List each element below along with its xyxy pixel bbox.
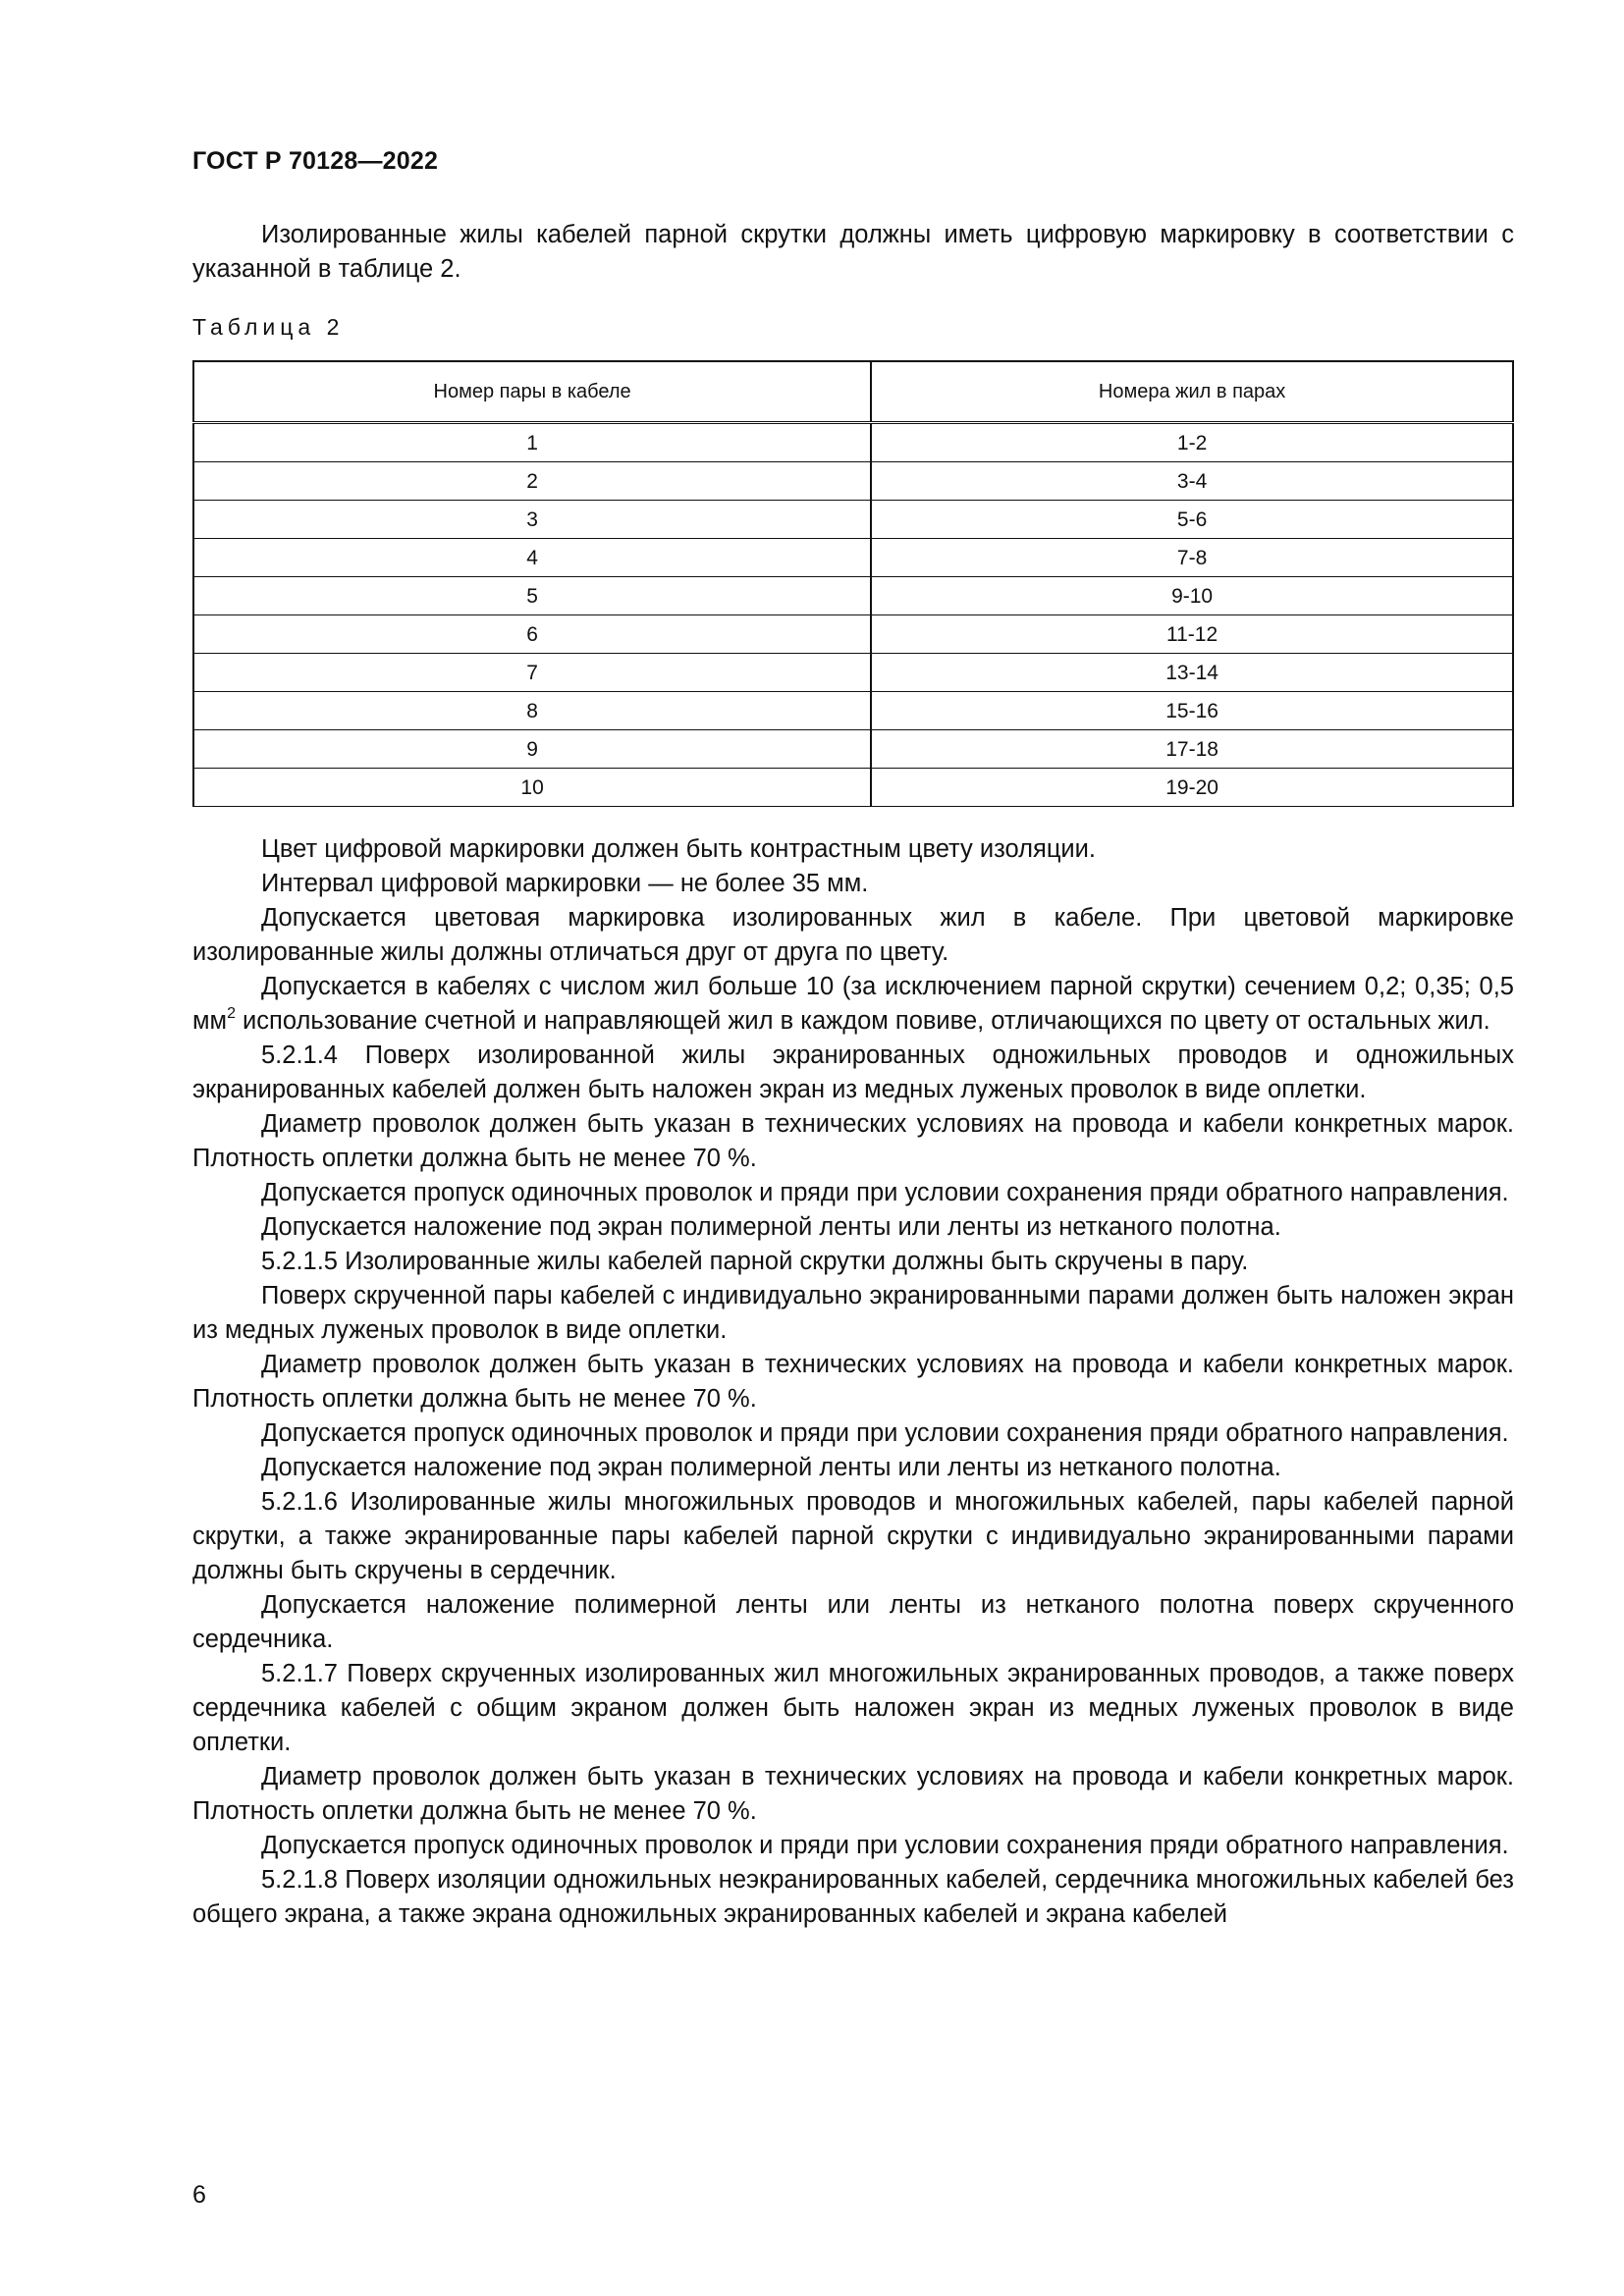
paragraph: 5.2.1.6 Изолированные жилы многожильных проводов и многожильных кабелей, пары кабелей парной скрутки, а также экранированные пары кабелей парной скрутки с индивидуально экранированными парами должны быть скручены в сердечник. <box>192 1488 1514 1584</box>
core-numbers-cell: 3-4 <box>871 462 1513 501</box>
core-numbers-cell: 5-6 <box>871 501 1513 539</box>
paragraph: 5.2.1.8 Поверх изоляции одножильных неэкранированных кабелей, сердечника многожильных кабелей без общего экрана, а также экрана одножильных экранированных кабелей и экрана кабелей <box>192 1866 1514 1928</box>
paragraph: Цвет цифровой маркировки должен быть контрастным цвету изоляции. <box>261 835 1096 863</box>
table-row <box>193 577 1513 615</box>
table-row <box>193 769 1513 807</box>
paragraph: 5.2.1.4 Поверх изолированной жилы экранированных одножильных проводов и одножильных экранированных кабелей должен быть наложен экран из медных луженых проволок в виде оплетки. <box>192 1041 1514 1103</box>
paragraph-text: использование счетной и направляющей жил в каждом повиве, отличающихся по цвету от остальных жил. <box>235 1007 1490 1035</box>
table-row <box>193 462 1513 501</box>
table-header-row <box>193 361 1513 423</box>
document-header: ГОСТ Р 70128—2022 <box>192 147 439 175</box>
paragraph: Интервал цифровой маркировки — не более 35 мм. <box>261 870 869 897</box>
pair-number-cell: 6 <box>193 615 871 654</box>
column-header-pair-number: Номер пары в кабеле <box>193 361 871 423</box>
core-numbers-cell: 1-2 <box>871 423 1513 462</box>
paragraph: Диаметр проволок должен быть указан в технических условиях на провода и кабели конкретных марок. Плотность оплетки должна быть не менее 70 %. <box>192 1351 1514 1413</box>
pair-number-cell: 5 <box>193 577 871 615</box>
paragraph: 5.2.1.7 Поверх скрученных изолированных жил многожильных экранированных проводов, а также поверх сердечника кабелей с общим экраном должен быть наложен экран из медных луженых проволок в виде оплетки. <box>192 1660 1514 1756</box>
core-numbers-cell: 11-12 <box>871 615 1513 654</box>
intro-paragraph: Изолированные жилы кабелей парной скрутки должны иметь цифровую маркировку в соответствии с указанной в таблице 2. <box>192 221 1514 283</box>
table-row <box>193 501 1513 539</box>
table-row <box>193 539 1513 577</box>
table-row <box>193 423 1513 462</box>
pair-number-cell: 7 <box>193 654 871 692</box>
paragraph: Допускается пропуск одиночных проволок и пряди при условии сохранения пряди обратного направления. <box>261 1179 1509 1206</box>
core-numbers-cell: 7-8 <box>871 539 1513 577</box>
pairs-table <box>192 360 1514 807</box>
core-numbers-cell: 19-20 <box>871 769 1513 807</box>
table-row <box>193 654 1513 692</box>
paragraph: Допускается пропуск одиночных проволок и пряди при условии сохранения пряди обратного направления. <box>261 1419 1509 1447</box>
pair-number-cell: 10 <box>193 769 871 807</box>
paragraph: Допускается цветовая маркировка изолированных жил в кабеле. При цветовой маркировке изолированные жилы должны отличаться друг от друга по цвету. <box>192 904 1514 966</box>
table-row <box>193 615 1513 654</box>
column-header-core-numbers: Номера жил в парах <box>871 361 1513 423</box>
paragraph: Диаметр проволок должен быть указан в технических условиях на провода и кабели конкретных марок. Плотность оплетки должна быть не менее 70 %. <box>192 1110 1514 1172</box>
document-body <box>192 218 1514 1932</box>
pair-number-cell: 8 <box>193 692 871 730</box>
superscript: 2 <box>227 1004 236 1022</box>
paragraph: Поверх скрученной пары кабелей с индивидуально экранированными парами должен быть наложен экран из медных луженых проволок в виде оплетки. <box>192 1282 1514 1344</box>
paragraph: 5.2.1.5 Изолированные жилы кабелей парной скрутки должны быть скручены в пару. <box>261 1248 1249 1275</box>
paragraph: Диаметр проволок должен быть указан в технических условиях на провода и кабели конкретных марок. Плотность оплетки должна быть не менее 70 %. <box>192 1763 1514 1825</box>
table-caption: Таблица 2 <box>192 314 345 340</box>
pair-number-cell: 2 <box>193 462 871 501</box>
pair-number-cell: 9 <box>193 730 871 769</box>
core-numbers-cell: 17-18 <box>871 730 1513 769</box>
paragraph: Допускается наложение под экран полимерной ленты или ленты из нетканого полотна. <box>261 1454 1281 1481</box>
paragraph: Допускается пропуск одиночных проволок и пряди при условии сохранения пряди обратного направления. <box>261 1832 1509 1859</box>
pair-number-cell: 4 <box>193 539 871 577</box>
pair-number-cell: 1 <box>193 423 871 462</box>
paragraph: Допускается наложение под экран полимерной ленты или ленты из нетканого полотна. <box>261 1213 1281 1241</box>
core-numbers-cell: 13-14 <box>871 654 1513 692</box>
paragraph <box>192 970 1514 1039</box>
paragraph-text: Допускается в кабелях с числом жил больше 10 (за исключением парной скрутки) сечением 0,2; 0,35; 0,5 мм <box>192 973 1514 1035</box>
paragraph: Допускается наложение полимерной ленты или ленты из нетканого полотна поверх скрученного сердечника. <box>192 1591 1514 1653</box>
page-number: 6 <box>192 2181 206 2209</box>
table-row <box>193 692 1513 730</box>
core-numbers-cell: 9-10 <box>871 577 1513 615</box>
table-row <box>193 730 1513 769</box>
pair-number-cell: 3 <box>193 501 871 539</box>
core-numbers-cell: 15-16 <box>871 692 1513 730</box>
